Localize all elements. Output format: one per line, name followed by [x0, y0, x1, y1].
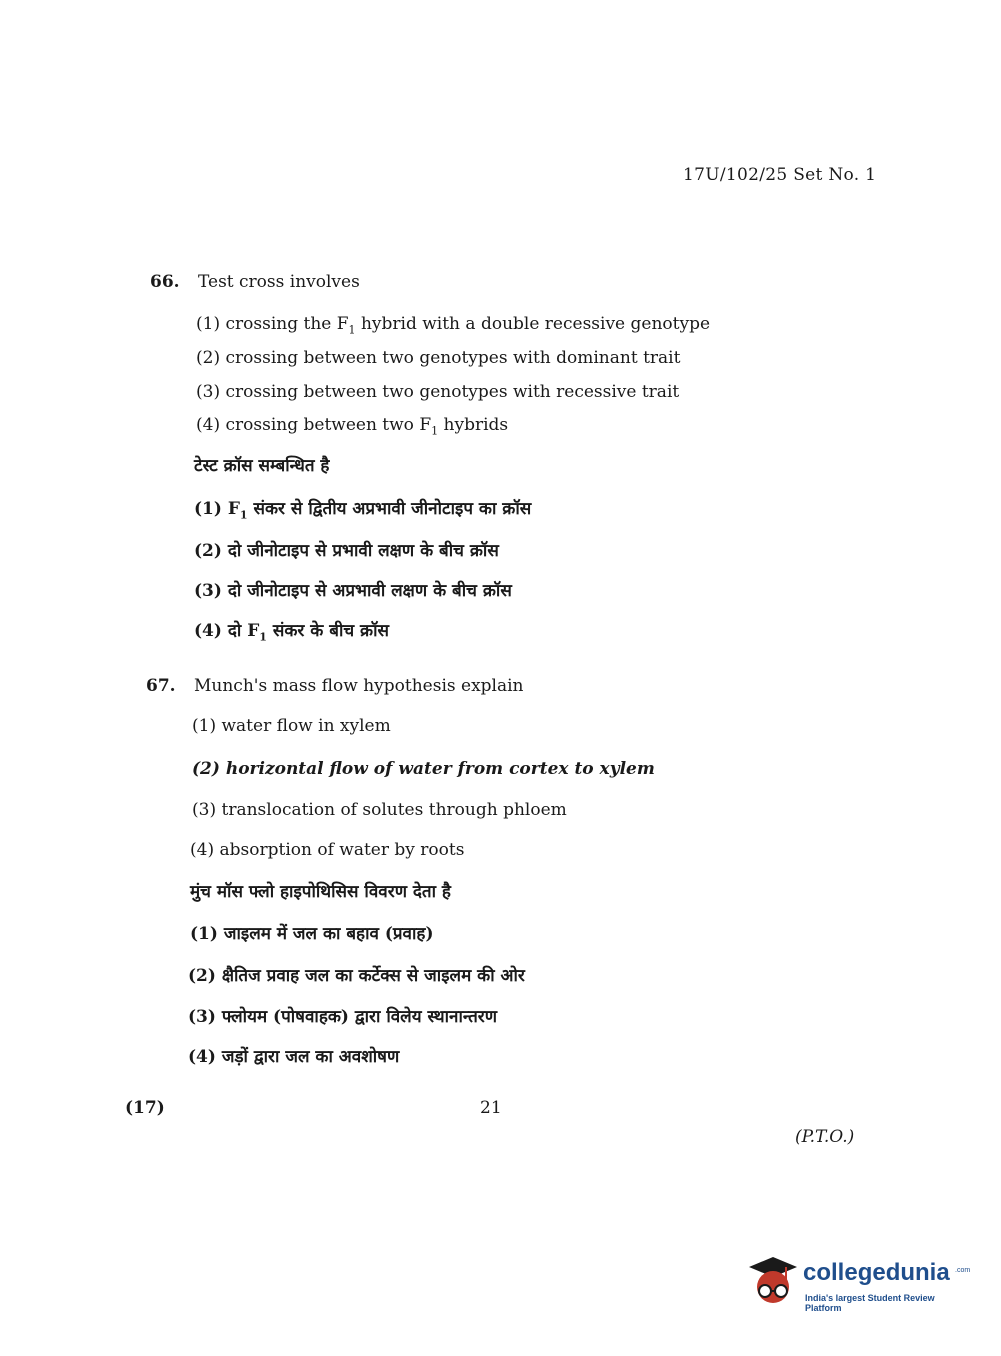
page-number: 21 — [480, 1098, 502, 1118]
logo-domain: .com — [955, 1267, 971, 1274]
q67-hindi-text: मुंच मॉस फ्लो हाइपोथिसिस विवरण देता है — [190, 882, 451, 902]
q66-hindi-option-4: (4) दो $F_1$ संकर के बीच क्रॉस — [194, 621, 390, 644]
q67-hindi-option-4: (4) जड़ों द्वारा जल का अवशोषण — [188, 1047, 400, 1067]
collegedunia-logo — [743, 1253, 973, 1313]
q67-option-1: (1) water flow in xylem — [192, 716, 391, 736]
question-number-66: 66. — [150, 272, 180, 292]
q66-option-4: (4) crossing between two $F_1$ hybrids — [196, 415, 509, 438]
q66-hindi-option-3: (3) दो जीनोटाइप से अप्रभावी लक्षण के बीच क्रॉस — [194, 581, 512, 601]
q66-option-2: (2) crossing between two genotypes with dominant trait — [196, 348, 681, 368]
q66-hindi-option-1: (1) $F_1$ संकर से द्वितीय अप्रभावी जीनोटाइप का क्रॉस — [194, 499, 532, 522]
paper-code: 17U/102/25 Set No. 1 — [683, 165, 877, 185]
q66-option-3: (3) crossing between two genotypes with recessive trait — [196, 382, 680, 402]
q66-option-1: (1) crossing the $F_1$ hybrid with a double recessive genotype — [196, 314, 711, 337]
question-text-66: Test cross involves — [198, 272, 360, 292]
logo-tagline: India's largest Student Review Platform — [805, 1293, 935, 1313]
question-text-67: Munch's mass flow hypothesis explain — [194, 676, 524, 696]
please-turn-over: (P.T.O.) — [795, 1127, 855, 1147]
q66-hindi-option-2: (2) दो जीनोटाइप से प्रभावी लक्षण के बीच क्रॉस — [194, 541, 499, 561]
question-number-67: 67. — [146, 676, 176, 696]
mascot-icon — [743, 1253, 799, 1313]
q67-option-4: (4) absorption of water by roots — [190, 840, 465, 860]
q67-hindi-option-1: (1) जाइलम में जल का बहाव (प्रवाह) — [190, 924, 434, 944]
q66-hindi-text: टेस्ट क्रॉस सम्बन्धित है — [194, 456, 330, 476]
q67-option-2: (2) horizontal flow of water from cortex to xylem — [192, 759, 655, 779]
footer-page-code: (17) — [125, 1098, 165, 1118]
logo-wordmark: collegedunia — [803, 1259, 950, 1286]
q67-hindi-option-2: (2) क्षैतिज प्रवाह जल का कर्टेक्स से जाइलम की ओर — [188, 966, 525, 986]
q67-hindi-option-3: (3) फ्लोयम (पोषवाहक) द्वारा विलेय स्थानान्तरण — [188, 1007, 498, 1027]
q67-option-3: (3) translocation of solutes through phloem — [192, 800, 567, 820]
